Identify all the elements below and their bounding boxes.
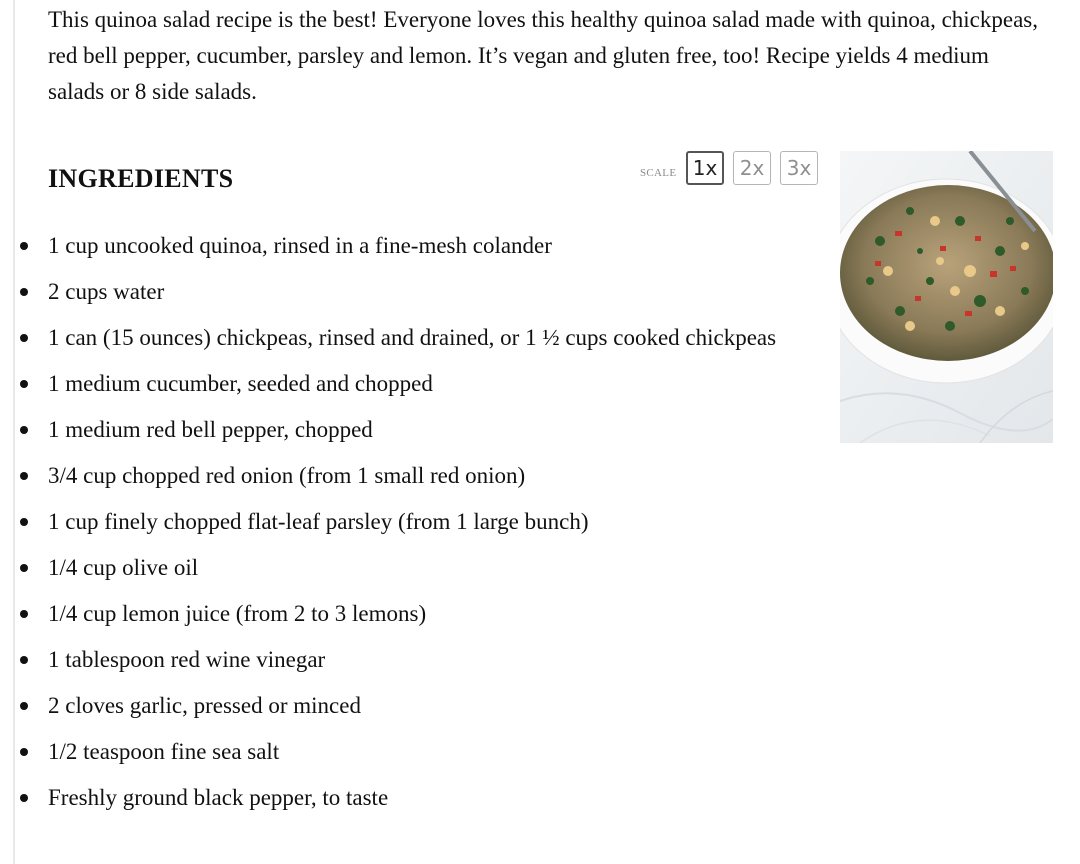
bullet-dot <box>20 242 28 250</box>
ingredient-item <box>48 412 808 448</box>
bullet-dot <box>20 518 28 526</box>
ingredient-text: 1 cup finely chopped flat-leaf parsley (from 1 large bunch) <box>48 509 589 534</box>
ingredient-text: 2 cups water <box>48 279 165 304</box>
ingredient-text: 1/4 cup lemon juice (from 2 to 3 lemons) <box>48 601 427 626</box>
ingredient-item <box>48 734 808 770</box>
bullet-dot <box>20 748 28 756</box>
ingredient-item <box>48 780 808 816</box>
left-border-rule <box>13 0 15 864</box>
ingredient-text: 1/4 cup olive oil <box>48 555 199 580</box>
bullet-dot <box>20 794 28 802</box>
ingredient-text: 1 can (15 ounces) chickpeas, rinsed and drained, or 1 ½ cups cooked chickpeas <box>48 325 777 350</box>
ingredients-list <box>48 228 808 826</box>
quinoa-salad-photo[interactable] <box>840 151 1053 443</box>
scale-2x-button[interactable]: 2x <box>733 151 771 185</box>
bullet-dot <box>20 334 28 342</box>
bullet-dot <box>20 610 28 618</box>
ingredient-item <box>48 458 808 494</box>
ingredient-text: 1 tablespoon red wine vinegar <box>48 647 326 672</box>
bullet-dot <box>20 426 28 434</box>
scale-1x-button[interactable]: 1x <box>686 151 724 185</box>
ingredient-item <box>48 366 808 402</box>
bullet-dot <box>20 472 28 480</box>
ingredient-text: Freshly ground black pepper, to taste <box>48 785 389 810</box>
ingredient-item <box>48 320 808 356</box>
scale-3x-button[interactable]: 3x <box>780 151 818 185</box>
bullet-dot <box>20 380 28 388</box>
ingredient-text: 1 medium red bell pepper, chopped <box>48 417 373 442</box>
ingredient-text: 3/4 cup chopped red onion (from 1 small red onion) <box>48 463 526 488</box>
ingredient-item <box>48 504 808 540</box>
ingredient-item <box>48 596 808 632</box>
ingredient-text: 1 medium cucumber, seeded and chopped <box>48 371 433 396</box>
scale-selector <box>686 151 818 185</box>
ingredient-item <box>48 274 808 310</box>
recipe-intro: This quinoa salad recipe is the best! Everyone loves this healthy quinoa salad made with quinoa, chickpeas, red bell pepper, cucumber, parsley and lemon. It’s vegan and gluten free, too! Recipe yields 4 medium salads or 8 side salads. <box>48 7 1038 104</box>
ingredient-item <box>48 228 808 264</box>
ingredient-item <box>48 688 808 724</box>
bullet-dot <box>20 656 28 664</box>
scale-label: SCALE <box>640 167 677 179</box>
bullet-dot <box>20 564 28 572</box>
ingredients-heading: INGREDIENTS <box>48 164 234 193</box>
salad-bowl-image <box>840 151 1053 443</box>
ingredient-text: 1 cup uncooked quinoa, rinsed in a fine-mesh colander <box>48 233 552 258</box>
ingredient-item <box>48 550 808 586</box>
bullet-dot <box>20 702 28 710</box>
bullet-dot <box>20 288 28 296</box>
ingredient-text: 2 cloves garlic, pressed or minced <box>48 693 361 718</box>
ingredient-item <box>48 642 808 678</box>
ingredient-text: 1/2 teaspoon fine sea salt <box>48 739 280 764</box>
